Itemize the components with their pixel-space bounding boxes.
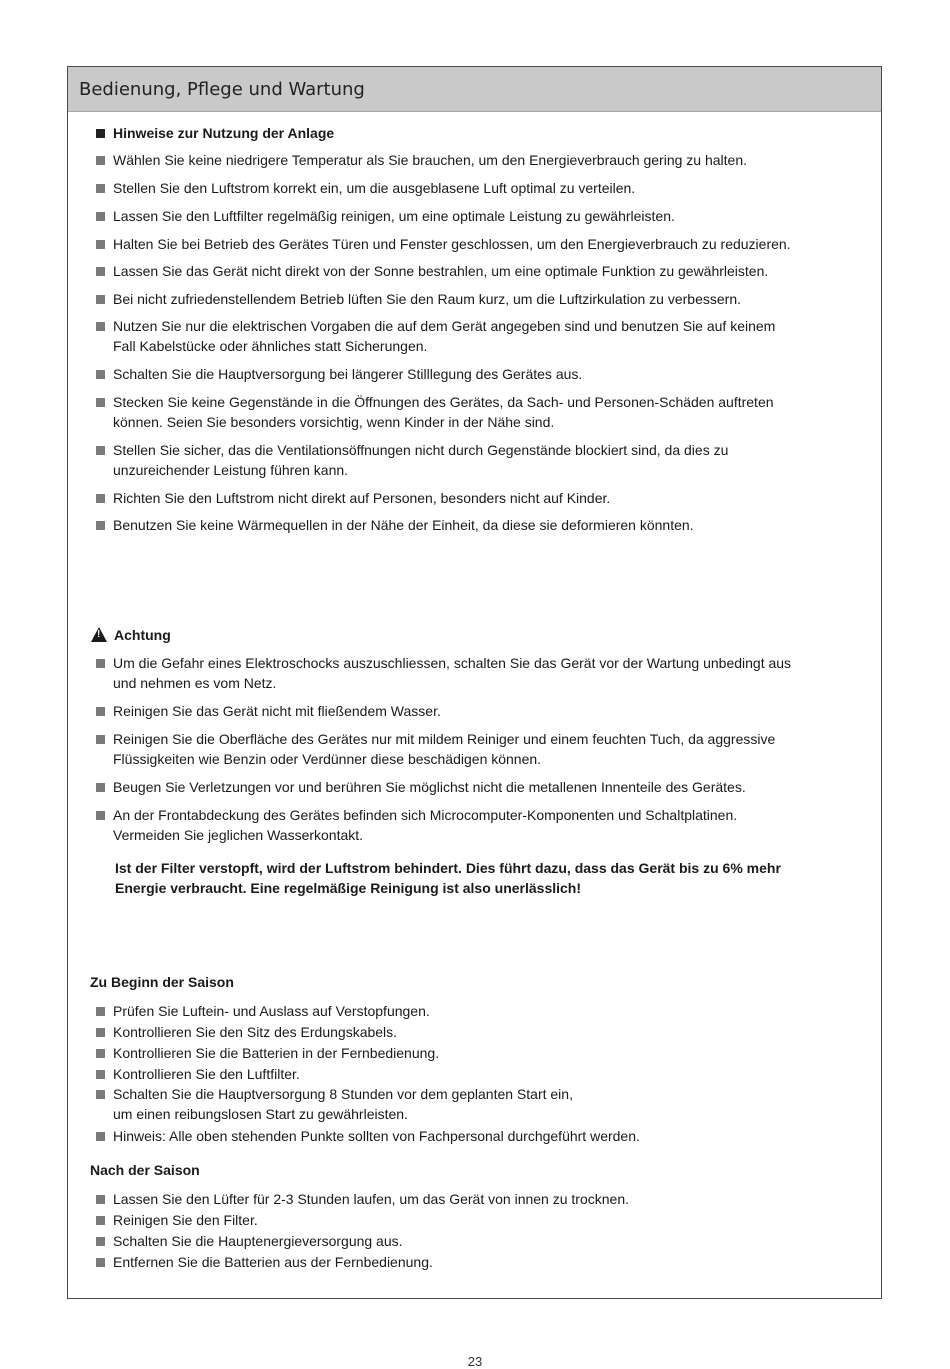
list-item: Schalten Sie die Hauptversorgung bei längerer Stilllegung des Gerätes aus. xyxy=(96,364,582,384)
list-item: Lassen Sie den Lüfter für 2-3 Stunden laufen, um das Gerät von innen zu trocknen. xyxy=(96,1189,629,1209)
square-bullet-icon xyxy=(96,370,105,379)
list-item: Kontrollieren Sie den Sitz des Erdungskabels. xyxy=(96,1022,397,1042)
square-bullet-icon xyxy=(96,1258,105,1267)
list-item: Prüfen Sie Luftein- und Auslass auf Verstopfungen. xyxy=(96,1001,430,1021)
season-end-heading: Nach der Saison xyxy=(90,1162,200,1178)
list-item: Kontrollieren Sie den Luftfilter. xyxy=(96,1064,300,1084)
list-item: Reinigen Sie den Filter. xyxy=(96,1210,258,1230)
section-header-bar xyxy=(68,67,881,112)
list-item: Hinweis: Alle oben stehenden Punkte sollten von Fachpersonal durchgeführt werden. xyxy=(96,1126,640,1146)
list-item: An der Frontabdeckung des Gerätes befinden sich Microcomputer-Komponenten und Schaltplatinen. Vermeiden Sie jeglichen Wasserkontakt. xyxy=(96,805,737,845)
square-bullet-icon xyxy=(96,267,105,276)
square-bullet-icon xyxy=(96,295,105,304)
list-item: Wählen Sie keine niedrigere Temperatur als Sie brauchen, um den Energieverbrauch gering zu halten. xyxy=(96,150,747,170)
list-item: Nutzen Sie nur die elektrischen Vorgaben die auf dem Gerät angegeben sind und benutzen Sie auf keinem Fall Kabelstücke oder ähnliches statt Sicherungen. xyxy=(96,316,775,356)
list-item: Richten Sie den Luftstrom nicht direkt auf Personen, besonders nicht auf Kinder. xyxy=(96,488,610,508)
list-item: Um die Gefahr eines Elektroschocks auszuschliessen, schalten Sie das Gerät vor der Wartung unbedingt aus und nehmen es vom Netz. xyxy=(96,653,791,693)
list-item: Schalten Sie die Hauptenergieversorgung aus. xyxy=(96,1231,403,1251)
square-bullet-icon xyxy=(96,521,105,530)
square-bullet-icon xyxy=(96,1090,105,1099)
square-bullet-icon xyxy=(96,129,105,138)
square-bullet-icon xyxy=(96,1049,105,1058)
square-bullet-icon xyxy=(96,1007,105,1016)
list-item: Stecken Sie keine Gegenstände in die Öffnungen des Gerätes, da Sach- und Personen-Schäden auftreten können. Seien Sie besonders vorsichtig, wenn Kinder in der Nähe sind. xyxy=(96,392,774,432)
list-item: Lassen Sie das Gerät nicht direkt von der Sonne bestrahlen, um eine optimale Funktion zu gewährleisten. xyxy=(96,261,768,281)
usage-heading: Hinweise zur Nutzung der Anlage xyxy=(96,125,334,141)
square-bullet-icon xyxy=(96,735,105,744)
square-bullet-icon xyxy=(96,156,105,165)
list-item: Benutzen Sie keine Wärmequellen in der Nähe der Einheit, da diese sie deformieren könnten. xyxy=(96,515,694,535)
square-bullet-icon xyxy=(96,1132,105,1141)
page-frame xyxy=(67,66,882,1299)
square-bullet-icon xyxy=(96,659,105,668)
season-start-heading: Zu Beginn der Saison xyxy=(90,974,234,990)
square-bullet-icon xyxy=(96,1070,105,1079)
list-item: Entfernen Sie die Batterien aus der Fernbedienung. xyxy=(96,1252,433,1272)
filter-note: Ist der Filter verstopft, wird der Luftstrom behindert. Dies führt dazu, dass das Gerät bis zu 6% mehr Energie verbraucht. Eine regelmäßige Reinigung ist also unerlässlich! xyxy=(115,860,781,896)
square-bullet-icon xyxy=(96,212,105,221)
warning-triangle-icon xyxy=(91,627,107,642)
list-item: Lassen Sie den Luftfilter regelmäßig reinigen, um eine optimale Leistung zu gewährleisten. xyxy=(96,206,675,226)
list-item: Stellen Sie sicher, das die Ventilationsöffnungen nicht durch Gegenstände blockiert sind, da dies zu unzureichender Leistung führen kann. xyxy=(96,440,728,480)
square-bullet-icon xyxy=(96,1237,105,1246)
square-bullet-icon xyxy=(96,446,105,455)
square-bullet-icon xyxy=(96,398,105,407)
square-bullet-icon xyxy=(96,1216,105,1225)
square-bullet-icon xyxy=(96,494,105,503)
list-item: Beugen Sie Verletzungen vor und berühren Sie möglichst nicht die metallenen Innenteile des Gerätes. xyxy=(96,777,746,797)
square-bullet-icon xyxy=(96,707,105,716)
list-item: Halten Sie bei Betrieb des Gerätes Türen und Fenster geschlossen, um den Energieverbrauch zu reduzieren. xyxy=(96,234,791,254)
list-item: Stellen Sie den Luftstrom korrekt ein, um die ausgeblasene Luft optimal zu verteilen. xyxy=(96,178,635,198)
list-item: Bei nicht zufriedenstellendem Betrieb lüften Sie den Raum kurz, um die Luftzirkulation zu verbessern. xyxy=(96,289,741,309)
warning-heading: !Achtung xyxy=(91,627,171,644)
page-title: Bedienung, Pflege und Wartung xyxy=(79,79,365,100)
square-bullet-icon xyxy=(96,322,105,331)
list-item: Schalten Sie die Hauptversorgung 8 Stunden vor dem geplanten Start ein, um einen reibungslosen Start zu gewährleisten. xyxy=(96,1084,573,1124)
page-number: 23 xyxy=(467,1354,483,1369)
square-bullet-icon xyxy=(96,184,105,193)
square-bullet-icon xyxy=(96,240,105,249)
square-bullet-icon xyxy=(96,783,105,792)
square-bullet-icon xyxy=(96,811,105,820)
list-item: Reinigen Sie die Oberfläche des Gerätes nur mit mildem Reiniger und einem feuchten Tuch, da aggressive Flüssigkeiten wie Benzin oder Verdünner diese beschädigen können. xyxy=(96,729,775,769)
list-item: Kontrollieren Sie die Batterien in der Fernbedienung. xyxy=(96,1043,439,1063)
square-bullet-icon xyxy=(96,1028,105,1037)
list-item: Reinigen Sie das Gerät nicht mit fließendem Wasser. xyxy=(96,701,441,721)
square-bullet-icon xyxy=(96,1195,105,1204)
